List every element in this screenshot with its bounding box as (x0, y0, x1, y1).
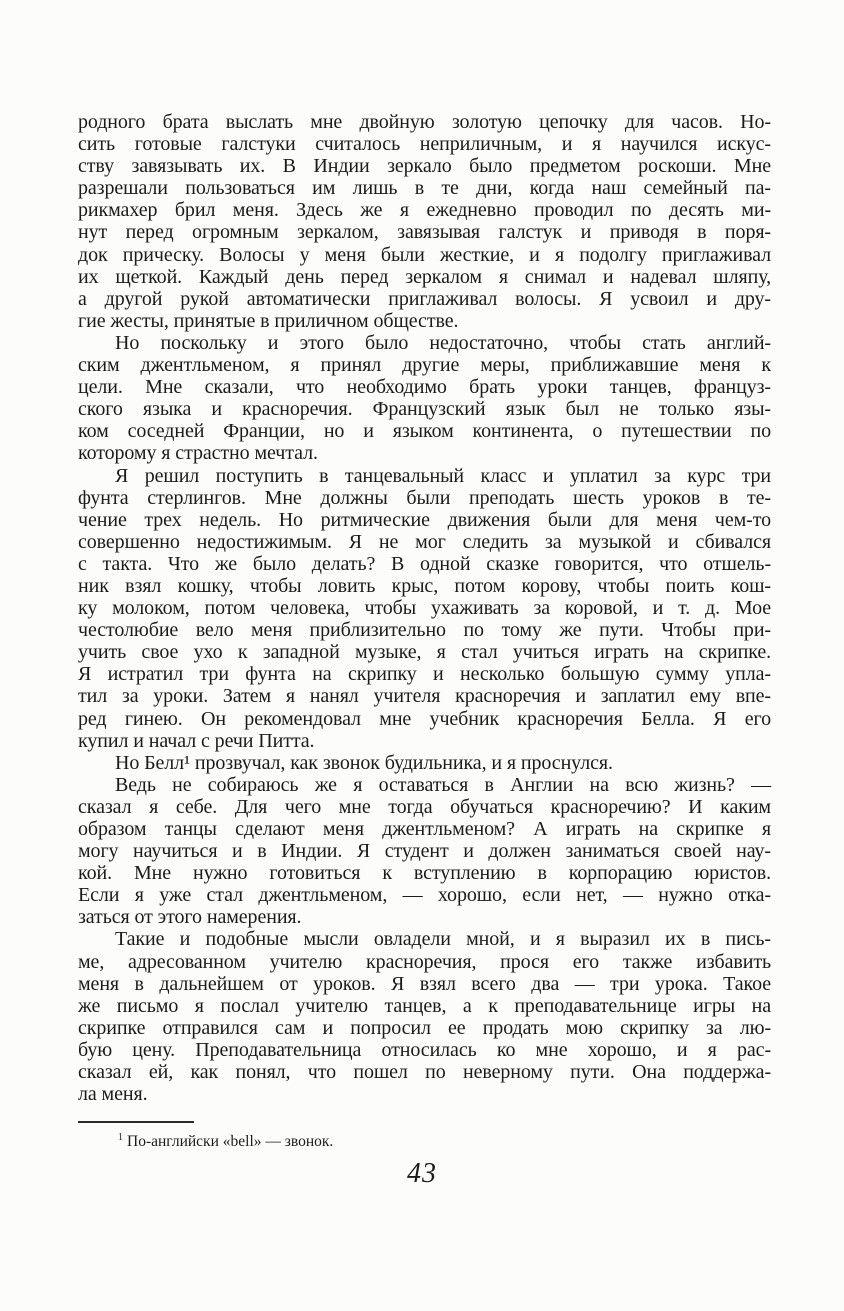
text-line: сказал я себе. Для чего мне тогда обучаться красноречию? И каким (78, 795, 771, 818)
text-line: же письмо я послал учителю танцев, а к преподавательнице игры на (78, 994, 771, 1017)
text-line: тил за уроки. Затем я нанял учителя красноречия и заплатил ему впе- (78, 685, 771, 708)
text-line: ла меня. (78, 1083, 148, 1106)
text-line: цели. Мне сказали, что необходимо брать уроки танцев, француз- (78, 376, 771, 399)
text-line: ским джентльменом, я принял другие меры, приближавшие меня к (78, 354, 771, 377)
text-line: ник взял кошку, чтобы ловить крыс, потом корову, чтобы поить кош- (78, 574, 771, 597)
text-line: Ведь не собираюсь же я оставаться в Англии на всю жизнь? — (115, 773, 771, 796)
text-line: могу научиться и в Индии. Я студент и должен заниматься своей нау- (78, 840, 771, 863)
text-line: честолюбие вело меня приблизительно по тому же пути. Чтобы при- (78, 619, 771, 642)
text-line: Я решил поступить в танцевальный класс и уплатил за курс три (115, 464, 771, 487)
text-line: родного брата выслать мне двойную золотую цепочку для часов. Но- (78, 111, 771, 133)
text-line: которому я страстно мечтал. (78, 442, 318, 465)
text-line: скрипке отправился сам и попросил ее продать мою скрипку за лю- (78, 1016, 771, 1039)
text-line: их щеткой. Каждый день перед зеркалом я снимал и надевал шляпу, (78, 265, 771, 288)
text-line: бую цену. Преподавательница относилась ко мне хорошо, и я рас- (78, 1038, 771, 1061)
text-line: гие жесты, принятые в приличном обществе. (78, 309, 459, 332)
text-line: меня в дальнейшем от уроков. Я взял всего два — три урока. Такое (78, 972, 771, 995)
text-line: сказал ей, как понял, что пошел по неверному пути. Она поддержа- (78, 1061, 771, 1084)
text-line: сить готовые галстуки считалось неприличным, и я научился искус- (78, 133, 771, 156)
text-line: док прическу. Волосы у меня были жесткие, и я подолгу приглаживал (78, 243, 771, 266)
footnote (118, 1132, 758, 1151)
text-line: ку молоком, потом человека, чтобы ухаживать за коровой, и т. д. Мое (78, 597, 771, 620)
text-line: фунта стерлингов. Мне должны были преподать шесть уроков в те- (78, 486, 771, 509)
text-line: ком соседней Франции, но и языком континента, о путешествии по (78, 420, 771, 443)
text-line: с такта. Что же было делать? В одной сказке говорится, что отшель- (78, 552, 771, 575)
text-line: заться от этого намерения. (78, 906, 302, 929)
paragraph (78, 465, 771, 752)
paragraph (78, 111, 771, 332)
text-line: Но Белл¹ прозвучал, как звонок будильника, и я проснулся. (115, 751, 613, 774)
text-line: образом танцы сделают меня джентльменом? А играть на скрипке я (78, 818, 771, 840)
text-line: Если я уже стал джентльменом, — хорошо, если нет, — нужно отка- (78, 884, 771, 907)
text-line: рикмахер брил меня. Здесь же я ежедневно проводил по десять ми- (78, 199, 771, 222)
text-line: учить свое ухо к западной музыке, я стал учиться играть на скрипке. (78, 641, 771, 664)
page-number: 43 (407, 1158, 437, 1189)
text-line: нут перед огромным зеркалом, завязывая галстук и приводя в поря- (78, 221, 771, 244)
text-line: ме, адресованном учителю красноречия, прося его также избавить (78, 950, 771, 973)
text-line: Такие и подобные мысли овладели мной, и я выразил их в пись- (115, 928, 771, 951)
paragraph (78, 774, 771, 929)
text-line: Но поскольку и этого было недостаточно, чтобы стать англий- (115, 331, 771, 354)
footnote-marker: 1 (118, 1131, 123, 1143)
text-line: чение трех недель. Но ритмические движения были для меня чем-то (78, 508, 771, 531)
footnote-text: По-английски «bell» — звонок. (127, 1133, 334, 1150)
text-line: ского языка и красноречия. Французский язык был не только язы- (78, 398, 771, 421)
text-line: совершенно недостижимым. Я не мог следить за музыкой и сбивался (78, 530, 771, 553)
text-line: разрешали пользоваться им лишь в те дни, когда наш семейный па- (78, 177, 771, 200)
text-line: Я истратил три фунта на скрипку и несколько большую сумму упла- (78, 663, 771, 686)
paragraph (78, 928, 771, 1105)
text-line: а другой рукой автоматически приглаживал волосы. Я усвоил и дру- (78, 287, 771, 310)
text-line: ред гинею. Он рекомендовал мне учебник красноречия Белла. Я его (78, 707, 771, 730)
text-line: ству завязывать их. В Индии зеркало было предметом роскоши. Мне (78, 155, 771, 178)
text-line: купил и начал с речи Питта. (78, 729, 315, 752)
text-line: кой. Мне нужно готовиться к вступлению в корпорацию юристов. (78, 862, 771, 885)
paragraph (78, 752, 771, 774)
footnote-divider (78, 1121, 194, 1123)
page-body-text (78, 111, 771, 1105)
paragraph (78, 332, 771, 465)
